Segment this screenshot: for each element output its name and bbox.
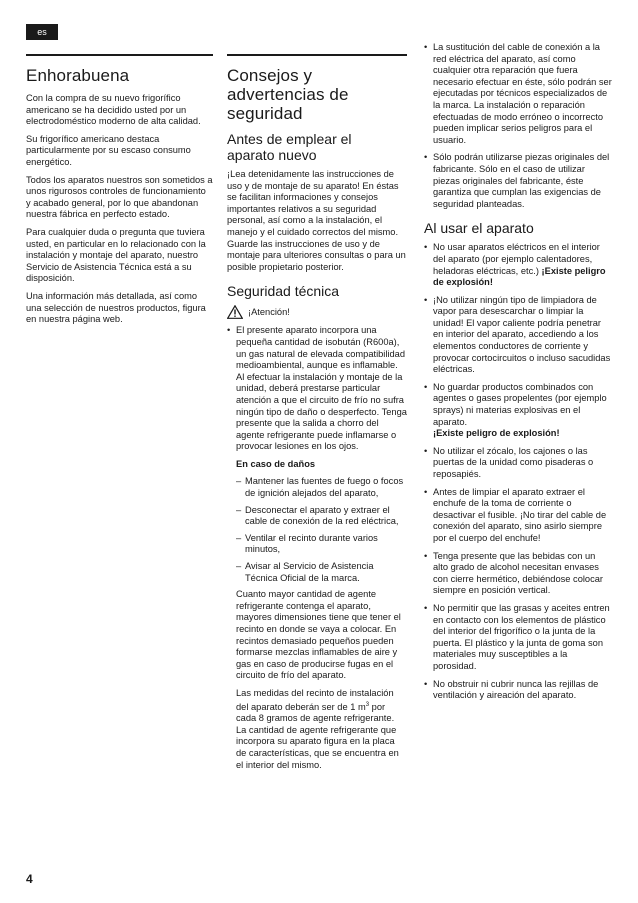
list-item: • ¡No utilizar ningún tipo de limpiadora de vapor para desescarchar o limpiar la unidad! El vapor caliente podría penetrar en interior del aparato, accediendo a los elementos conductores de corriente y provocar cortocircuitos o incluso sacudidas eléctricas. xyxy=(424,295,612,376)
paragraph: Para cualquier duda o pregunta que tuviera usted, en particular en lo relacionado con la instalación y montaje del aparato, nuestro Servicio de Asistencia Técnica está a su disposición. xyxy=(26,226,206,284)
column-safety xyxy=(227,66,407,777)
page-number: 4 xyxy=(26,872,33,886)
superscript: 3 xyxy=(365,701,370,708)
list-item: – Avisar al Servicio de Asistencia Técnica Oficial de la marca. xyxy=(236,561,407,584)
subheading-line: aparato nuevo xyxy=(227,147,317,163)
heading-safety xyxy=(227,66,407,123)
list-item: • El presente aparato incorpora una pequeña cantidad de isobután (R600a), un gas natural de elevada compatibilidad medioambiental, aunque es inflamable. Al efectuar la instalación y montaje de la unidad, deberá prestarse particular atención a que el circuito de frío no sufra ningún tipo de daño o desperfecto. Tenga presente que la salida a chorro del agente refrigerante puede inflamarse o provocar lesiones en los ojos. xyxy=(227,325,407,453)
damage-heading: En caso de daños xyxy=(236,458,316,469)
warning-triangle-icon xyxy=(227,305,243,319)
list-item: • No permitir que las grasas y aceites entren en contacto con los elementos de plástico del interior del frigorífico o la junta de la puerta. El plástico y la junta de goma son materiales muy susceptibles a la porosidad. xyxy=(424,603,612,673)
subheading-using-appliance: Al usar el aparato xyxy=(424,220,534,237)
explosion-warning: ¡Existe peligro de explosión! xyxy=(433,265,606,288)
damage-block xyxy=(236,459,407,771)
text-fragment: No guardar productos combinados con agentes o gases propelentes (por ejemplo sprays) ni materias explosivas en el aparato. xyxy=(433,381,607,427)
bullet-list xyxy=(227,325,407,453)
bullet-list xyxy=(424,42,612,210)
intro-paragraph: ¡Lea detenidamente las instrucciones de uso y de montaje de su aparato! En éstas se facilitan informaciones y consejos importantes relativos a su seguridad personal, así como a la instalación, el manejo y el cuidado correctos del mismo. Guarde las instrucciones de uso y de montaje para ulteriores consultas o para un posible propietario posterior. xyxy=(227,169,406,272)
heading-line: seguridad xyxy=(227,104,303,123)
heading-line: advertencias de xyxy=(227,85,349,104)
subheading-line: Antes de emplear el xyxy=(227,131,352,147)
paragraph: Su frigorífico americano destaca particularmente por su escaso consumo energético. xyxy=(26,133,191,167)
bullet-list xyxy=(424,242,612,701)
list-item: • Antes de limpiar el aparato extraer el enchufe de la toma de corriente o desactivar el fusible. ¡No tirar del cable de conexión del aparato, sino asirlo siempre por el cuerpo del enchufe! xyxy=(424,487,612,545)
subheading-before-use xyxy=(227,131,407,163)
subheading-technical-safety: Seguridad técnica xyxy=(227,283,340,300)
column-congratulations xyxy=(26,66,213,332)
list-item: – Desconectar el aparato y extraer el cable de conexión de la red eléctrica, xyxy=(236,505,407,528)
paragraph: Una información más detallada, así como una selección de nuestros productos, figura en nuestra página web. xyxy=(26,290,206,325)
explosion-warning: ¡Existe peligro de explosión! xyxy=(433,428,560,439)
list-item: – Mantener las fuentes de fuego o focos de ignición alejados del aparato, xyxy=(236,476,407,499)
column-use xyxy=(424,42,612,708)
list-item: • La sustitución del cable de conexión a la red eléctrica del aparato, así como cualquier otra reparación que fuera necesario efectuar en éste, sólo podrán ser ejecutadas por técnicos especializados de la marca. La instalación o reparación efectuadas de modo erróneo o incorrecto pueden implicar serios peligros para el usuario. xyxy=(424,42,612,146)
text-fragment: por cada 8 gramos de agente refrigerante. La cantidad de agente refrigerante que incorpora su aparato figura en la placa de características, que se encuentra en el interior del mismo. xyxy=(236,701,399,770)
dash-list xyxy=(236,476,407,584)
heading-enhorabuena: Enhorabuena xyxy=(26,66,130,85)
list-item: – Ventilar el recinto durante varios minutos, xyxy=(236,533,407,556)
list-item: • Sólo podrán utilizarse piezas originales del fabricante. Sólo en el caso de utilizar piezas originales del fabricante, éste garantiza que cumplan las exigencias de seguridad planteadas. xyxy=(424,152,612,210)
attention-notice xyxy=(227,305,407,319)
list-item: • No obstruir ni cubrir nunca las rejillas de ventilación y aireación del aparato. xyxy=(424,679,612,702)
list-item xyxy=(424,242,612,288)
heading-line: Consejos y xyxy=(227,66,313,85)
paragraph xyxy=(236,688,407,771)
divider-rule xyxy=(227,54,407,56)
language-tab: es xyxy=(26,24,58,40)
list-item xyxy=(424,382,612,440)
divider-rule xyxy=(26,54,213,56)
attention-label: ¡Atención! xyxy=(248,307,290,318)
list-item: • No utilizar el zócalo, los cajones o las puertas de la unidad como pisaderas o reposapiés. xyxy=(424,446,612,481)
text-fragment: No usar aparatos eléctricos en el interior del aparato (por ejemplo calentadores, heladoras eléctricas, etc.) xyxy=(433,242,600,276)
text-fragment: Las medidas del recinto de instalación del aparato deberán ser de 1 m xyxy=(236,687,394,712)
paragraph: Con la compra de su nuevo frigorífico americano se ha decidido usted por un electrodoméstico moderno de alta calidad. xyxy=(26,93,201,127)
list-item: • Tenga presente que las bebidas con un alto grado de alcohol necesitan envases con cierre hermético, debiéndose colocar siempre en posición vertical. xyxy=(424,551,612,597)
paragraph: Todos los aparatos nuestros son sometidos a unos rigurosos controles de funcionamiento y acabado general, por lo que abandonan nuestra fábrica en perfecto estado. xyxy=(26,174,213,220)
paragraph: Cuanto mayor cantidad de agente refrigerante contenga el aparato, mayores dimensiones tiene que tener el recinto en donde se vaya a colocar. En recintos demasiado pequeños pueden formarse mezclas inflamables de aire y gas en caso de producirse fugas en el circuito de frío del aparato. xyxy=(236,589,401,681)
